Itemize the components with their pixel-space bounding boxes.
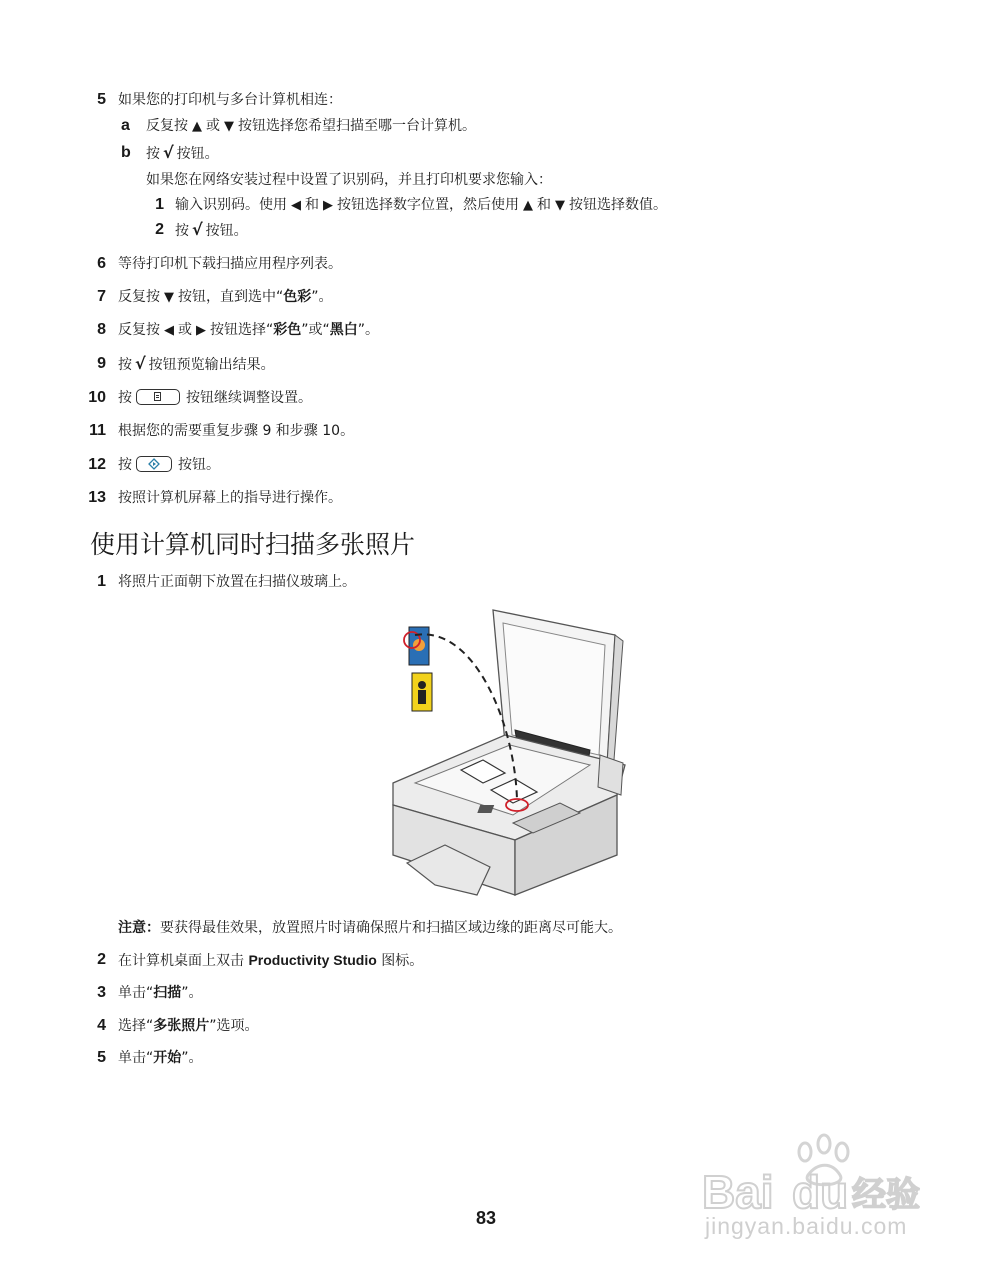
menu-button-icon [136, 389, 180, 405]
left-arrow-icon: ◀ [164, 323, 174, 338]
text-part: 按钮。 [176, 146, 219, 162]
text-part: 单击“ [118, 1050, 154, 1066]
text-part: 反复按 [146, 118, 188, 134]
scanner-illustration [385, 605, 640, 905]
note-text: 如果您在网络安装过程中设置了识别码，并且打印机要求您输入： [146, 172, 552, 188]
step-number: 6 [97, 255, 106, 272]
step-number: 7 [97, 288, 106, 305]
text-part: 按 [118, 457, 132, 473]
text-part: 或 [206, 118, 220, 134]
text-part: ”。 [181, 985, 203, 1001]
text-part: 或 [178, 322, 192, 338]
step-text [118, 1016, 259, 1036]
up-arrow-icon: ▲ [192, 119, 202, 134]
step-number: 10 [88, 389, 106, 406]
step-text [118, 983, 203, 1003]
step-text [146, 143, 219, 164]
step-number: 5 [97, 1049, 106, 1066]
bold-term: 黑白 [329, 322, 358, 338]
start-diamond-icon [136, 457, 172, 471]
step-text [118, 1048, 203, 1068]
page-number: 83 [476, 1208, 497, 1228]
step-text: 如果您的打印机与多台计算机相连： [118, 92, 342, 108]
note-label: 注意： [118, 920, 160, 936]
step-number: 4 [97, 1017, 106, 1034]
step-number: 8 [97, 321, 106, 338]
step-text [146, 116, 476, 137]
text-part: 按 [175, 223, 189, 239]
text-part: 按钮。 [205, 223, 248, 239]
up-arrow-icon: ▲ [523, 198, 533, 213]
step-number: 13 [88, 489, 106, 506]
text-part: 按钮。 [178, 457, 220, 473]
svg-text:经验: 经验 [852, 1175, 920, 1215]
step-text [175, 220, 248, 241]
text-part: 在计算机桌面上双击 [118, 953, 244, 969]
text-part: ”或“ [301, 322, 330, 338]
text-part: 按钮继续调整设置。 [186, 390, 312, 406]
bold-term: 开始 [153, 1050, 182, 1066]
step-number: 9 [97, 355, 106, 372]
check-icon: √ [163, 143, 174, 162]
left-arrow-icon: ◀ [291, 198, 301, 213]
text-part: ”。 [181, 1050, 203, 1066]
step-text [118, 950, 423, 971]
bold-term: 色彩 [283, 289, 312, 305]
text-part: 和 [537, 197, 551, 213]
text-part: 按 [118, 357, 132, 373]
step-letter: b [121, 144, 131, 161]
text-part: 按钮选择“ [210, 322, 274, 338]
step-text: 等待打印机下载扫描应用程序列表。 [118, 256, 342, 272]
step-text [175, 195, 667, 216]
text-part: 按 [146, 146, 160, 162]
svg-text:Bai: Bai [702, 1166, 774, 1218]
down-arrow-icon: ▼ [224, 119, 234, 134]
text-part: 选择“ [118, 1018, 154, 1034]
text-part: ”选项。 [209, 1018, 259, 1034]
step-text: 将照片正面朝下放置在扫描仪玻璃上。 [118, 574, 356, 590]
check-icon: √ [135, 354, 146, 373]
down-arrow-icon: ▼ [555, 198, 565, 213]
right-arrow-icon: ▶ [323, 198, 333, 213]
text-part: 按钮选择数字位置，然后使用 [337, 197, 519, 213]
note-line [118, 918, 622, 938]
note-text: 要获得最佳效果，放置照片时请确保照片和扫描区域边缘的距离尽可能大。 [160, 920, 622, 936]
step-number: 3 [97, 984, 106, 1001]
text-part: 输入识别码。使用 [175, 197, 287, 213]
step-number: 5 [97, 91, 106, 108]
step-text [118, 455, 220, 475]
bold-term: Productivity Studio [248, 952, 377, 968]
text-part: ”。 [311, 289, 333, 305]
step-text [118, 320, 379, 341]
text-part: 按钮选择您希望扫描至哪一台计算机。 [238, 118, 476, 134]
step-text: 根据您的需要重复步骤 9 和步骤 10。 [118, 423, 355, 439]
text-part: 反复按 [118, 289, 160, 305]
step-text: 按照计算机屏幕上的指导进行操作。 [118, 490, 342, 506]
text-part: 反复按 [118, 322, 160, 338]
start-button-icon [136, 456, 172, 472]
step-text [118, 354, 275, 375]
text-part: 按钮选择数值。 [569, 197, 667, 213]
svg-text:du: du [792, 1166, 849, 1218]
step-number: 1 [97, 573, 106, 590]
text-part: 单击“ [118, 985, 154, 1001]
step-number: 12 [88, 456, 106, 473]
bold-term: 彩色 [273, 322, 302, 338]
step-text [118, 287, 333, 308]
down-arrow-icon: ▼ [164, 290, 174, 305]
text-part: ”。 [357, 322, 380, 338]
step-number: 2 [155, 221, 164, 238]
section-title: 使用计算机同时扫描多张照片 [90, 530, 416, 559]
bold-term: 扫描 [153, 985, 182, 1001]
step-number: 11 [89, 422, 106, 439]
step-number: 2 [97, 951, 106, 968]
text-part: 和 [305, 197, 319, 213]
right-arrow-icon: ▶ [196, 323, 206, 338]
text-part: 按钮，直到选中“ [178, 289, 284, 305]
text-part: 按 [118, 390, 132, 406]
step-text [118, 388, 312, 408]
watermark-site: jingyan.baidu.com [705, 1213, 908, 1239]
step-letter: a [121, 117, 130, 134]
bold-term: 多张照片 [153, 1018, 210, 1034]
check-icon: √ [192, 220, 203, 239]
photo-card-icon [404, 627, 432, 711]
menu-icon [154, 392, 161, 401]
text-part: 图标。 [381, 953, 424, 969]
step-number: 1 [155, 196, 164, 213]
text-part: 按钮预览输出结果。 [148, 357, 275, 373]
